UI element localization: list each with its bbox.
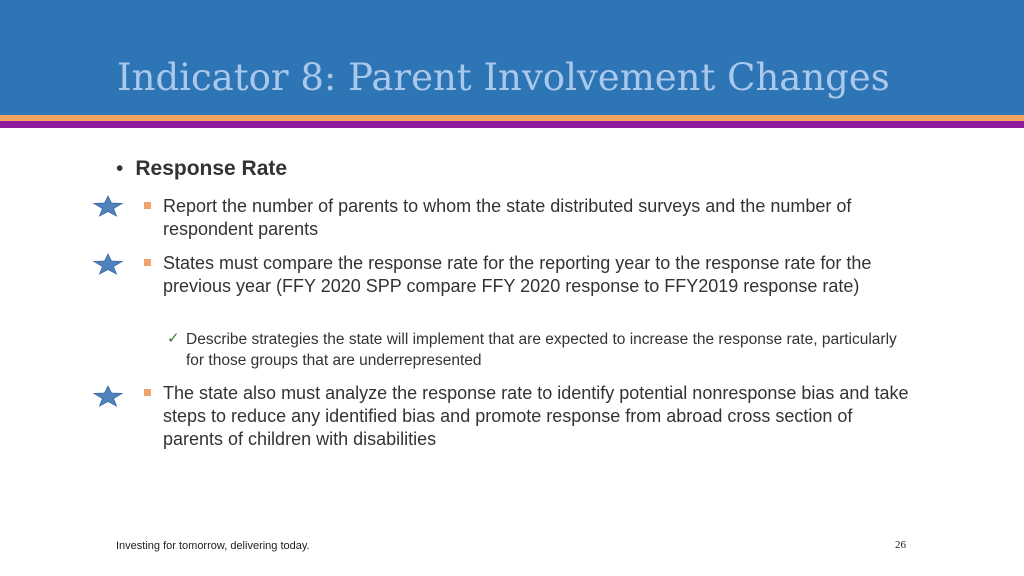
slide-title: Indicator 8: Parent Involvement Changes <box>117 56 890 99</box>
star-icon <box>92 195 124 217</box>
star-icon <box>92 253 124 275</box>
footer-tagline: Investing for tomorrow, delivering today. <box>116 540 310 552</box>
item-3-text: The state also must analyze the response rate to identify potential nonresponse bias and take steps to reduce any identified bias and promote response from abroad cross section of parents of children with disabilities <box>163 383 909 449</box>
page-number: 26 <box>895 539 906 551</box>
accent-stripe-purple <box>0 121 1024 128</box>
star-icon <box>92 385 124 407</box>
item-2-text: States must compare the response rate for the reporting year to the response rate for the previous year (FFY 2020 SPP compare FFY 2020 response to FFY2019 response rate) <box>163 253 872 296</box>
bullet-square-icon <box>144 389 151 396</box>
checkmark-icon: ✓ <box>167 330 180 347</box>
item-1-text: Report the number of parents to whom the state distributed surveys and the number of respondent parents <box>163 196 852 239</box>
bullet-dot: • <box>116 157 124 180</box>
level1-bullet <box>116 157 287 181</box>
bullet-square-icon <box>144 202 151 209</box>
item-2-subpoint: Describe strategies the state will implement that are expected to increase the response rate, particularly for those groups that are underrepresented <box>186 331 897 369</box>
bullet-square-icon <box>144 259 151 266</box>
heading-response-rate: Response Rate <box>135 157 288 180</box>
